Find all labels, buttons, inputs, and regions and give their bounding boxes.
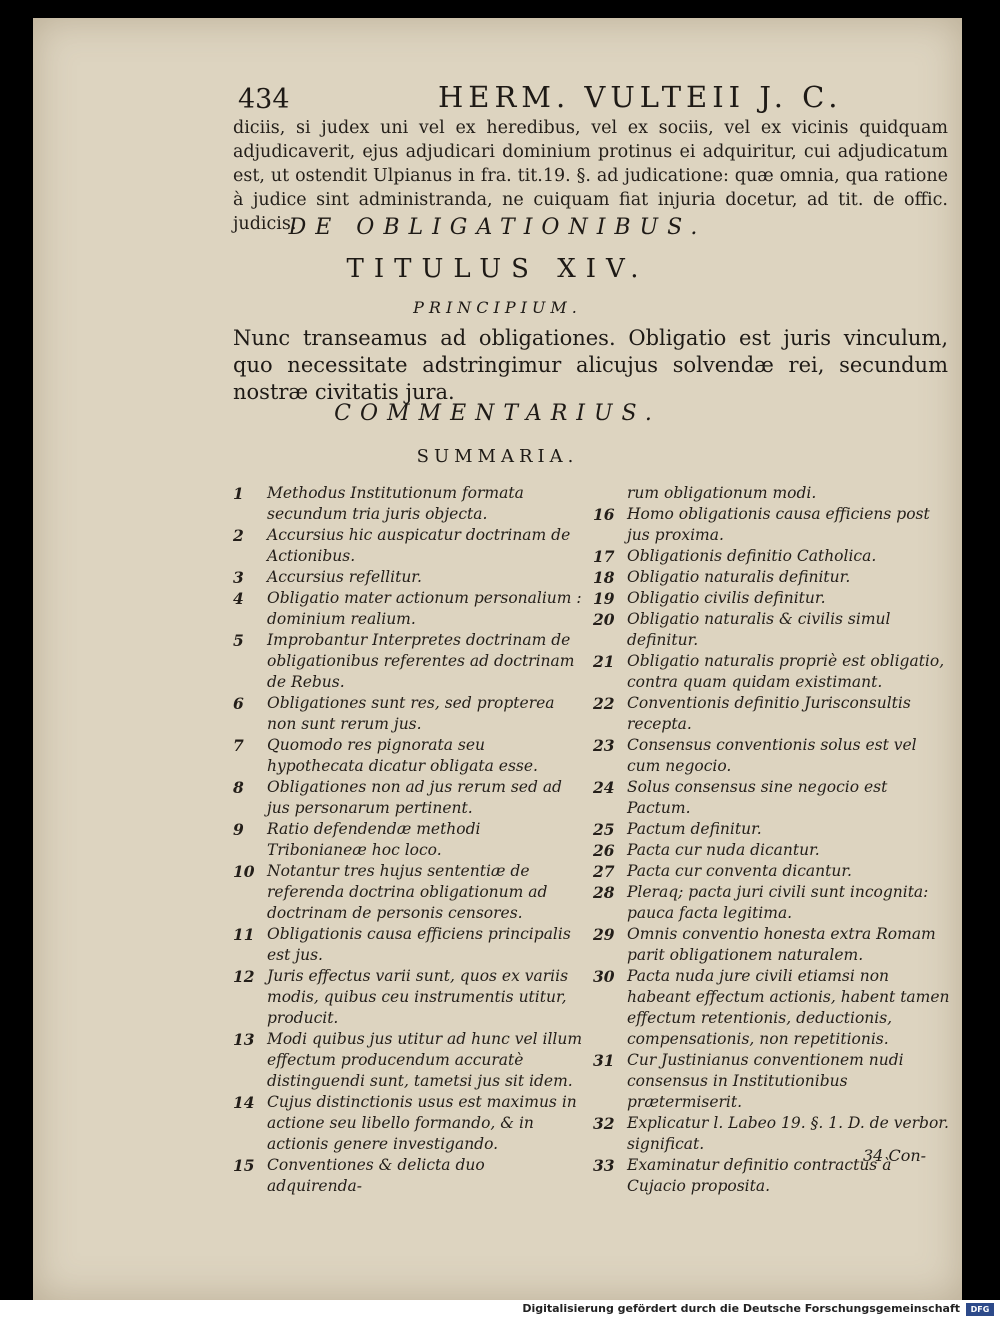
commentarius-heading: COMMENTARIUS. <box>334 401 661 426</box>
summaria-entry <box>233 1155 583 1197</box>
entry-text: Homo obligationis causa efficiens post jus proxima. <box>627 505 930 544</box>
summaria-entry <box>233 924 583 966</box>
entry-number: 32 <box>593 1114 615 1133</box>
entry-number: 8 <box>233 778 244 797</box>
entry-number: 11 <box>233 925 255 944</box>
entry-text: Juris effectus varii sunt, quos ex variis modis, quibus ceu instrumentis utitur, producit. <box>267 967 569 1027</box>
summaria-heading: SUMMARIA. <box>416 446 579 467</box>
entry-text: Methodus Institutionum formata secundum tria juris objecta. <box>267 484 524 523</box>
entry-number: 16 <box>593 505 615 524</box>
entry-number: 20 <box>593 610 615 629</box>
summaria-entry <box>593 651 953 693</box>
principium-text: Nunc transeamus ad obligationes. Obligatio est juris vinculum, quo necessitate adstringimur alicujus solvendæ rei, secundum nostræ civitatis jura. <box>233 326 948 404</box>
entry-number: 5 <box>233 631 244 650</box>
entry-text: Notantur tres hujus sententiæ de referenda doctrina obligationum ad doctrinam de personis censores. <box>267 862 548 922</box>
footer-credit: Digitalisierung gefördert durch die Deutsche Forschungsgemeinschaft <box>522 1302 960 1315</box>
principium-heading: PRINCIPIUM. <box>413 298 582 317</box>
summaria-entry <box>593 588 953 609</box>
summaria-entry <box>233 630 583 693</box>
entry-number: 27 <box>593 862 615 881</box>
catchword: 34 Con- <box>863 1146 927 1165</box>
entry-number: 17 <box>593 547 615 566</box>
entry-number: 7 <box>233 736 244 755</box>
summaria-entry <box>593 735 953 777</box>
summaria-entry <box>593 777 953 819</box>
entry-text: Obligatio naturalis propriè est obligatio, contra quam quidam existimant. <box>627 652 945 691</box>
entry-number: 3 <box>233 568 244 587</box>
entry-number: 19 <box>593 589 615 608</box>
summaria-entry <box>593 819 953 840</box>
entry-number: 1 <box>233 484 244 503</box>
entry-text: Examinatur definitio contractus à Cujacio proposita. <box>627 1156 892 1195</box>
entry-text: Pacta nuda jure civili etiamsi non habeant effectum actionis, habent tamen effectum retentionis, deductionis, compensationis, non repetitionis. <box>627 967 950 1048</box>
entry-number: 6 <box>233 694 244 713</box>
entry-text: Cujus distinctionis usus est maximus in actione seu libello formando, & in actionis genere investigando. <box>267 1093 577 1153</box>
footer-bar <box>0 1300 1000 1320</box>
entry-number: 21 <box>593 652 615 671</box>
summaria-entry <box>233 861 583 924</box>
entry-number: 18 <box>593 568 615 587</box>
summaria-entry <box>233 777 583 819</box>
summaria-entry <box>593 882 953 924</box>
entry-text: Solus consensus sine negocio est Pactum. <box>627 778 888 817</box>
dfg-logo: DFG <box>966 1303 994 1316</box>
entry-text: Obligatio civilis definitur. <box>627 589 826 607</box>
entry-text: Accursius hic auspicatur doctrinam de Actionibus. <box>267 526 571 565</box>
entry-text: Obligationis definitio Catholica. <box>627 547 877 565</box>
entry-number: 4 <box>233 589 244 608</box>
entry-text: Ratio defendendæ methodi Tribonianeæ hoc loco. <box>267 820 481 859</box>
summaria-continuation: rum obligationum modi. <box>627 484 817 502</box>
summaria-entry <box>233 693 583 735</box>
summaria-entry <box>593 1050 953 1113</box>
entry-text: Improbantur Interpretes doctrinam de obligationibus referentes ad doctrinam de Rebus. <box>267 631 575 691</box>
entry-text: Obligatio naturalis & civilis simul definitur. <box>627 610 891 649</box>
entry-text: Obligationes sunt res, sed propterea non sunt rerum jus. <box>267 694 555 733</box>
entry-text: Cur Justinianus conventionem nudi consensus in Institutionibus prætermiserit. <box>627 1051 904 1111</box>
entry-number: 13 <box>233 1030 255 1049</box>
summaria-entry <box>233 819 583 861</box>
summaria-entry <box>593 546 953 567</box>
summaria-entry <box>593 609 953 651</box>
entry-number: 12 <box>233 967 255 986</box>
entry-text: Obligatio mater actionum personalium : dominium realium. <box>267 589 582 628</box>
summaria-entry <box>233 525 583 567</box>
entry-text: Quomodo res pignorata seu hypothecata dicatur obligata esse. <box>267 736 538 775</box>
section-title-obligationibus: DE OBLIGATIONIBUS. <box>288 215 707 240</box>
page-header <box>33 80 962 120</box>
entry-number: 14 <box>233 1093 255 1112</box>
entry-text: Omnis conventio honesta extra Romam parit obligationem naturalem. <box>627 925 936 964</box>
entry-text: Conventiones & delicta duo adquirenda- <box>267 1156 485 1195</box>
intro-paragraph: diciis, si judex uni vel ex heredibus, vel ex sociis, vel ex vicinis quidquam adjudicaverit, ejus adjudicari dominium protinus ei adquiritur, cui adjudicatum est, ut ostendit Ulpianus in fra. tit.19. §. ad judicatione: quæ omnia, qua ratione à judice sint administranda, ne cuiquam fiat injuria docetur, ad tit. de offic. judicis. <box>233 118 948 234</box>
summaria-entry <box>593 924 953 966</box>
summaria-entry <box>233 588 583 630</box>
summaria-entry <box>593 693 953 735</box>
entry-number: 29 <box>593 925 615 944</box>
entry-number: 23 <box>593 736 615 755</box>
entry-text: Obligationis causa efficiens principalis est jus. <box>267 925 571 964</box>
entry-number: 10 <box>233 862 255 881</box>
summaria-entry <box>593 504 953 546</box>
entry-text: Consensus conventionis solus est vel cum negocio. <box>627 736 917 775</box>
entry-text: Accursius refellitur. <box>267 568 422 586</box>
entry-number: 31 <box>593 1051 615 1070</box>
running-head: HERM. VULTEII J. C. <box>438 80 843 114</box>
summaria-left-column <box>233 483 583 1197</box>
entry-number: 26 <box>593 841 615 860</box>
summaria-entry <box>593 861 953 882</box>
entry-text: Explicatur l. Labeo 19. §. 1. D. de verbor. significat. <box>627 1114 949 1153</box>
page-number: 434 <box>238 84 290 115</box>
entry-text: Pacta cur conventa dicantur. <box>627 862 852 880</box>
entry-text: Obligatio naturalis definitur. <box>627 568 851 586</box>
summaria-entry <box>233 567 583 588</box>
entry-text: Pactum definitur. <box>627 820 762 838</box>
summaria-entry <box>593 840 953 861</box>
entry-text: Conventionis definitio Jurisconsultis recepta. <box>627 694 911 733</box>
summaria-entry <box>593 966 953 1050</box>
entry-text: Obligationes non ad jus rerum sed ad jus personarum pertinent. <box>267 778 562 817</box>
entry-number: 33 <box>593 1156 615 1175</box>
titulus-heading: TITULUS XIV. <box>346 254 649 284</box>
entry-number: 2 <box>233 526 244 545</box>
summaria-entry <box>233 735 583 777</box>
entry-text: Modi quibus jus utitur ad hunc vel illum effectum producendum accuratè distinguendi sunt, tametsi jus sit idem. <box>267 1030 583 1090</box>
entry-number: 9 <box>233 820 244 839</box>
book-page <box>33 18 962 1300</box>
summaria-entry <box>233 483 583 525</box>
entry-number: 30 <box>593 967 615 986</box>
entry-number: 22 <box>593 694 615 713</box>
entry-number: 28 <box>593 883 615 902</box>
summaria-entry <box>593 567 953 588</box>
summaria-entry <box>233 1092 583 1155</box>
summaria-entry <box>233 1029 583 1092</box>
entry-number: 25 <box>593 820 615 839</box>
summaria-entry <box>233 966 583 1029</box>
entry-number: 24 <box>593 778 615 797</box>
entry-text: Pleraq; pacta juri civili sunt incognita: pauca facta legitima. <box>627 883 929 922</box>
summaria-right-column <box>593 483 953 1197</box>
entry-text: Pacta cur nuda dicantur. <box>627 841 820 859</box>
entry-number: 15 <box>233 1156 255 1175</box>
